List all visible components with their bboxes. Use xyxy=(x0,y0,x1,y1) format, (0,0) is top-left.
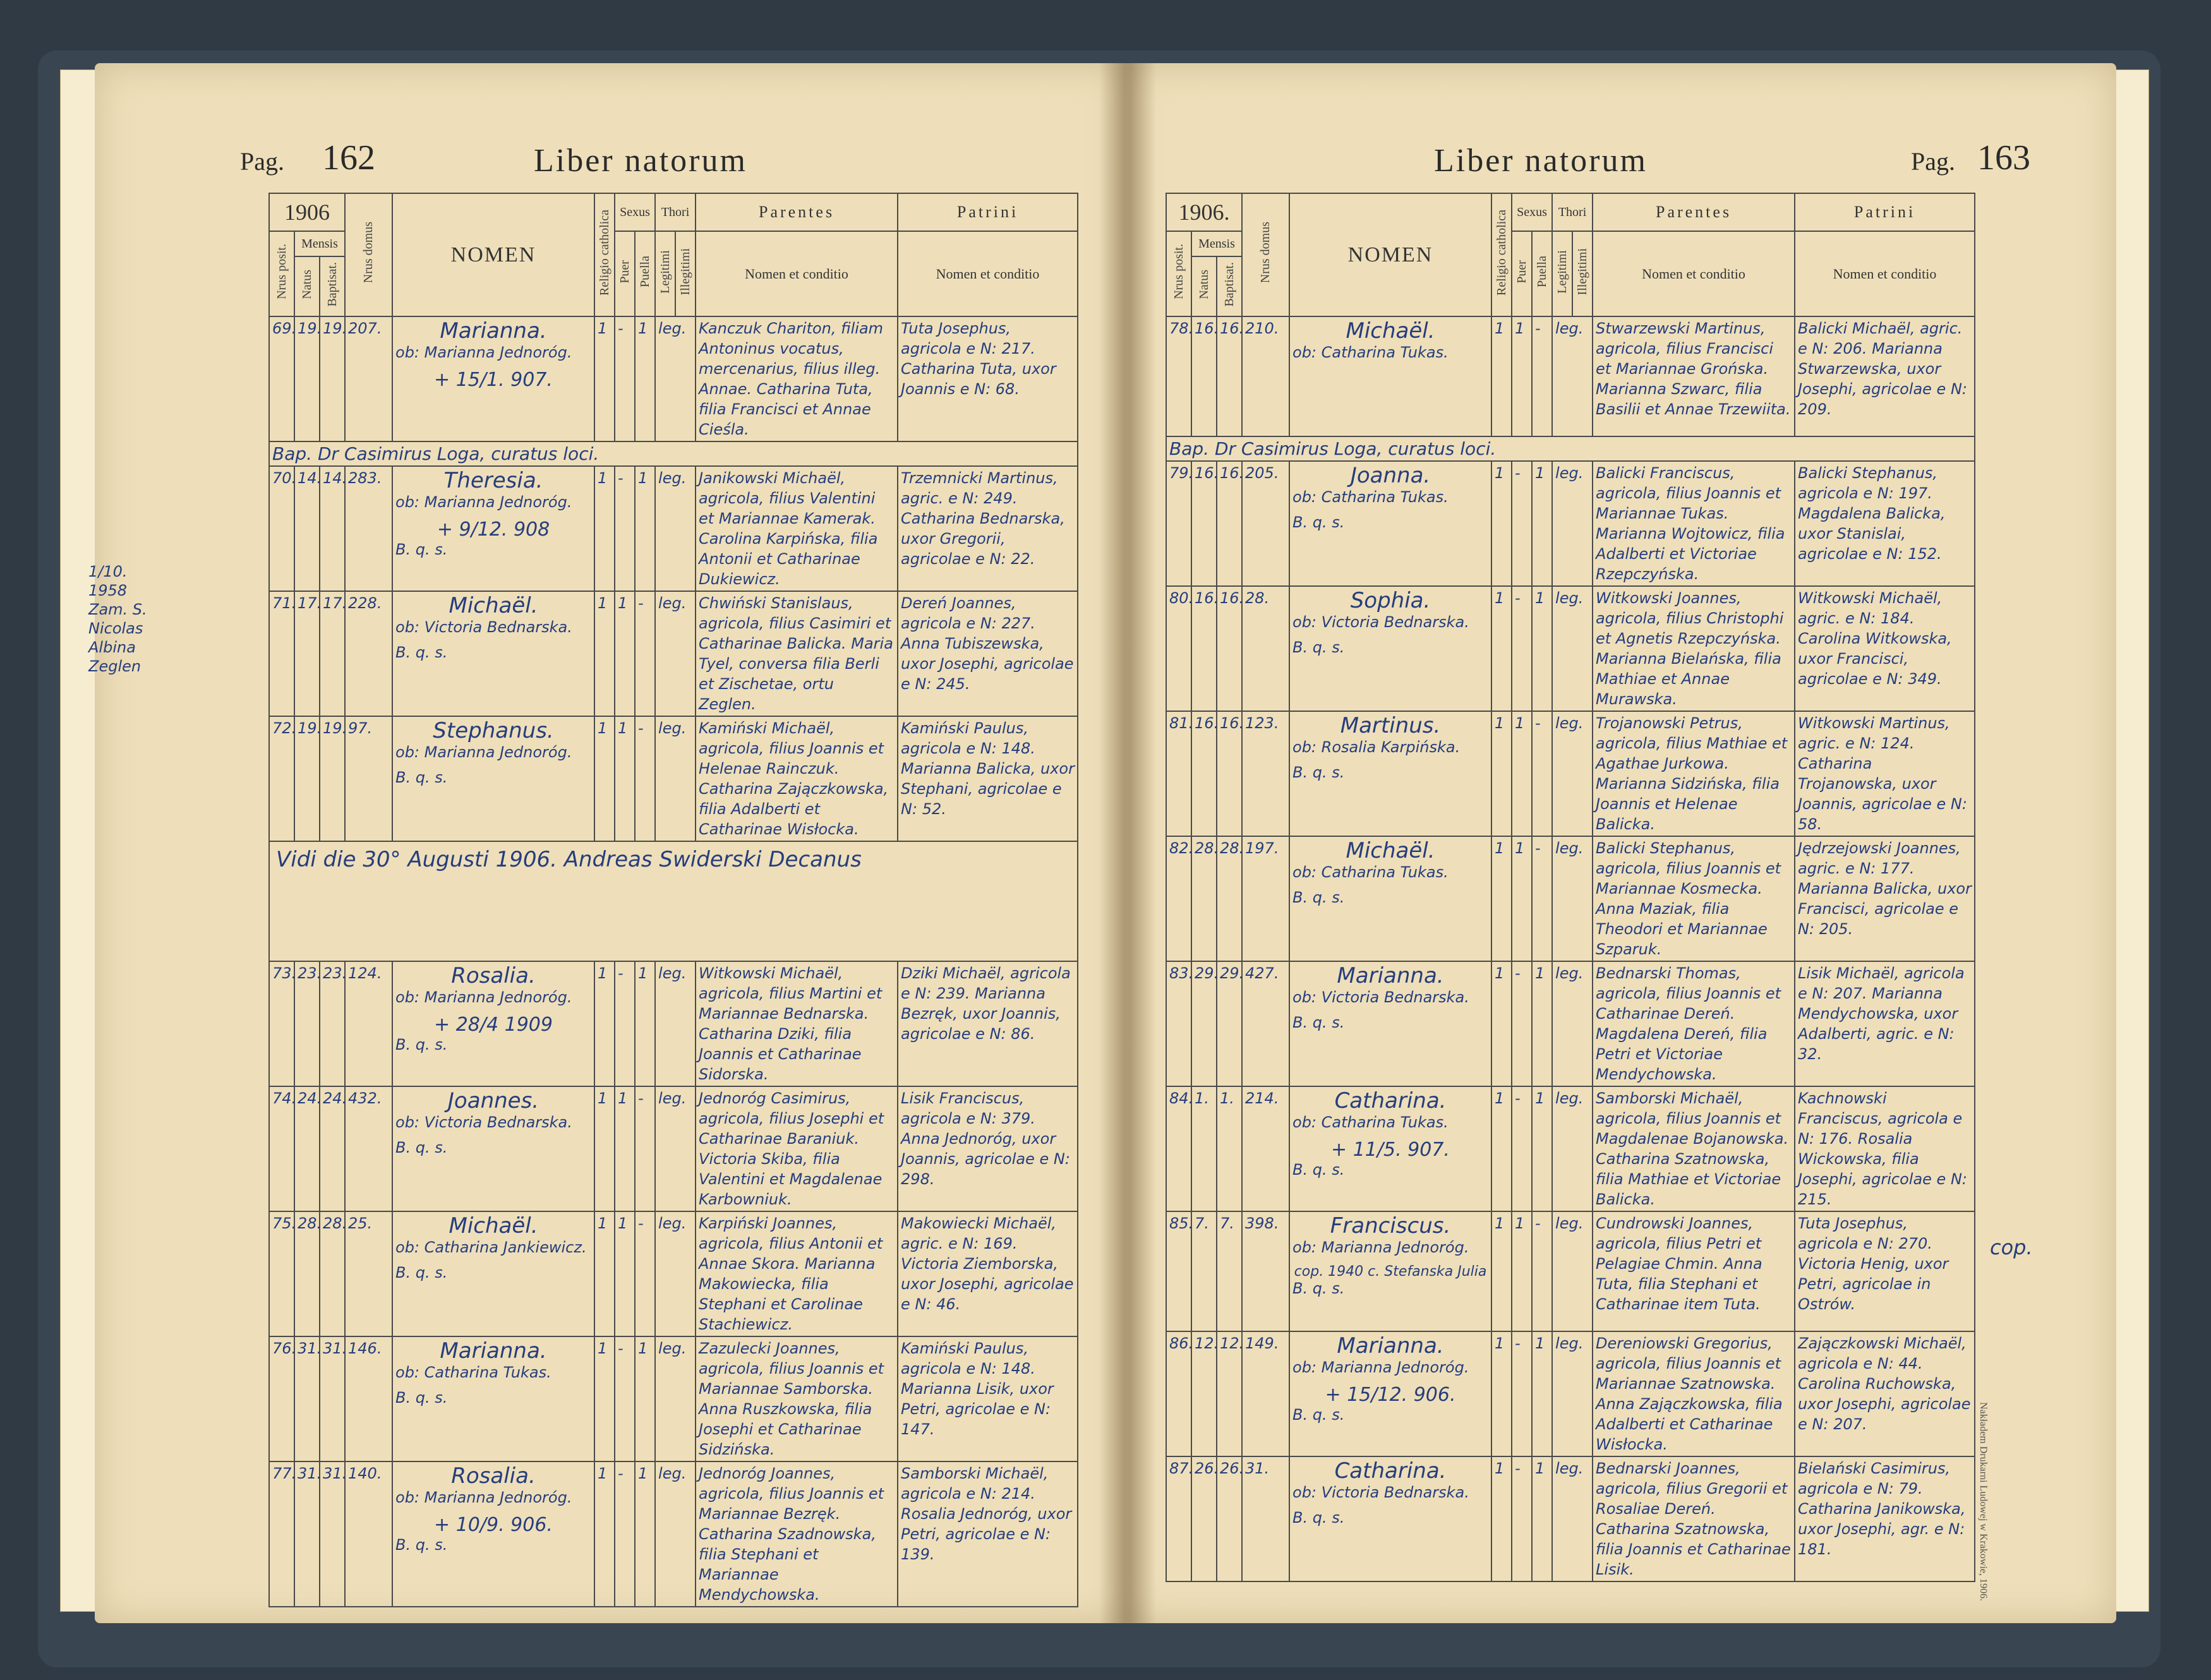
table-row: 86. 12. 12. 149. Marianna. ob: Marianna Jednoróg. + 15/12. 906. B. q. s. 1 - 1 leg. Dereniowski Gregorius, agricola, filius Joannis et Mariannae Szatnowska. Anna Zajączkowska, filia Adalberti et Catharinae Wisłocka. Zajączkowski Michaël, agricola e N: 44. Carolina Ruchowska, uxor Josephi, agricolae e N: 207. xyxy=(1166,1331,1975,1456)
table-row: 83. 29. 29. 427. Marianna. ob: Victoria Bednarska. B. q. s. 1 - 1 leg. Bednarski Thomas, agricola, filius Joannis et Catharinae Dereń. Magdalena Dereń, filia Petri et Victoriae Mendychowska. Lisik Michaël, agricola e N: 207. Marianna Mendychowska, uxor Adalberti, agric. e N: 32. xyxy=(1166,961,1975,1086)
table-row: 81. 16. 16. 123. Martinus. ob: Rosalia Karpińska. B. q. s. 1 1 - leg. Trojanowski Petrus, agricola, filius Mathiae et Agathae Jurkowa. Marianna Sidzińska, filia Joannis et Helenae Balicka. Witkowski Martinus, agric. e N: 124. Catharina Trojanowska, uxor Joannis, agricolae e N: 58. xyxy=(1166,711,1975,836)
page-title: Liber natorum xyxy=(534,143,747,179)
nomen-header: NOMEN xyxy=(392,193,594,316)
margin-note: 1/10. 1958 Zam. S. Nicolas Albina Zeglen xyxy=(88,563,147,675)
table-row: 69. 19. 19. 207. Marianna. ob: Marianna Jednoróg. + 15/1. 907. 1 - 1 leg. Kanczuk Chariton, filiam Antoninus vocatus, mercenarius, filius illeg. Annae. Catharina Tuta, filia Francisci et Annae Cieśla. Tuta Josephus, agricola e N: 217. Catharina Tuta, uxor Joannis e N: 68. xyxy=(269,316,1078,441)
table-row: 73. 23. 23. 124. Rosalia. ob: Marianna Jednoróg. + 28/4 1909 B. q. s. 1 - 1 leg. Witkowski Michaël, agricola, filius Martini et Mariannae Bednarska. Catharina Dziki, filia Joannis et Catharinae Sidorska. Dziki Michaël, agricola e N: 239. Marianna Bezręk, uxor Joannis, agricolae e N: 86. xyxy=(269,961,1078,1086)
page-number: 162 xyxy=(322,138,375,177)
nomen-header: NOMEN xyxy=(1289,193,1491,316)
visitation-row: Vidi die 30° Augusti 1906. Andreas Swiderski Decanus xyxy=(269,841,1078,961)
patrini-header: Patrini xyxy=(898,193,1078,231)
patrini-header: Patrini xyxy=(1795,193,1975,231)
year: 1906 xyxy=(284,200,330,225)
page-edges-left xyxy=(60,69,99,1612)
table-row: 74. 24. 24. 432. Joannes. ob: Victoria Bednarska. B. q. s. 1 1 - leg. Jednoróg Casimirus, agricola, filius Josephi et Catharinae Baraniuk. Victoria Skiba, filia Valentini et Magdalenae Karbowniuk. Lisik Franciscus, agricola e N: 379. Anna Jednoróg, uxor Joannis, agricolae e N: 298. xyxy=(269,1086,1078,1211)
margin-note: cop. xyxy=(1990,1235,2033,1259)
page-title: Liber natorum xyxy=(1434,143,1648,179)
table-row: 78. 16. 16. 210. Michaël. ob: Catharina Tukas. 1 1 - leg. Stwarzewski Martinus, agricola, filius Francisci et Mariannae Grońska. Marianna Szwarc, filia Basilii et Annae Trzewiita. Balicki Michaël, agric. e N: 206. Marianna Stwarzewska, uxor Josephi, agricolae e N: 209. xyxy=(1166,316,1975,436)
year: 1906. xyxy=(1178,200,1230,225)
right-page xyxy=(1124,63,2116,1623)
page-number: 163 xyxy=(1977,138,2030,177)
table-row: 87. 26. 26. 31. Catharina. ob: Victoria Bednarska. B. q. s. 1 - 1 leg. Bednarski Joannes, agricola, filius Gregorii et Rosaliae Dereń. Catharina Szatnowska, filia Joannis et Catharinae Lisik. Bielański Casimirus, agricola e N: 79. Catharina Janikowska, uxor Josephi, agr. e N: 181. xyxy=(1166,1456,1975,1581)
table-row: 84. 1. 1. 214. Catharina. ob: Catharina Tukas. + 11/5. 907. B. q. s. 1 - 1 leg. Samborski Michaël, agricola, filius Joannis et Magdalenae Bojanowska. Catharina Szatnowska, filia Mathiae et Victoriae Balicka. Kachnowski Franciscus, agricola e N: 176. Rosalia Wickowska, filia Josephi, agricolae e N: 215. xyxy=(1166,1086,1975,1211)
table-row: 75. 28. 28. 25. Michaël. ob: Catharina Jankiewicz. B. q. s. 1 1 - leg. Karpiński Joannes, agricola, filius Antonii et Annae Skora. Marianna Makowiecka, filia Stephani et Carolinae Stachiewicz. Makowiecki Michaël, agric. e N: 169. Victoria Ziemborska, uxor Josephi, agricolae e N: 46. xyxy=(269,1211,1078,1336)
table-row: 72. 19. 19. 97. Stephanus. ob: Marianna Jednoróg. B. q. s. 1 1 - leg. Kamiński Michaël, agricola, filius Joannis et Helenae Rainczuk. Catharina Zajączkowska, filia Adalberti et Catharinae Wisłocka. Kamiński Paulus, agricola e N: 148. Marianna Balicka, uxor Stephani, agricolae e N: 52. xyxy=(269,716,1078,841)
register-table-left: 1906 Nrus domus NOMEN Religio catholica Sexus Thori Parentes Patrini Nrus posit. Mensis Puer Puella Legitimi Illegitimi Nomen et conditio Nomen et conditio Natus Baptisat. 69. 19. 19. 207. Marianna. ob: Marianna Jednoróg. + 15/1. 907. 1 - 1 leg. Kanczuk Chariton, filiam Antoninus vocatus, mercenarius, filius illeg. Annae. Catharina Tuta, filia Francisci et Annae Cieśla. Tuta Josephus, agricola e N: 217. Catharina Tuta, uxor Joannis e N: 68. Bap. Dr Casimirus Loga, curatus loci. 70. 14. 14. 283. Theresia. ob: Marianna Jednoróg. + 9/12. 908 B. q. s. 1 - 1 leg. Janikowski Michaël, agricola, filius Valentini et Mariannae Kamerak. Carolina Karpińska, filia Antonii et Catharinae Dukiewicz. Trzemnicki Martinus, agric. e N: 249. Catharina Bednarska, uxor Gregorii, agricolae e N: 22. 71. 17. 17. 228. Michaël. ob: Victoria Bednarska. B. q. s. 1 1 - leg. Chwiński Stanislaus, agricola, filius Casimiri et Catharinae Balicka. Maria Tyel, conversa filia Berli et Zischetae, ortu Zeglen. Dereń Joannes, agricola e N: 227. Anna Tubiszewska, uxor Josephi, agricolae e N: 245. 72. 19. 19. 97. Stephanus. ob: Marianna Jednoróg. B. q. s. 1 1 - leg. Kamiński Michaël, agricola, filius Joannis et Helenae Rainczuk. Catharina Zajączkowska, filia Adalberti et Catharinae Wisłocka. Kamiński Paulus, agricola e N: 148. Marianna Balicka, uxor Stephani, agricolae e N: 52. Vidi die 30° Augusti 1906. Andreas Swiderski Decanus 73. 23. 23. 124. Rosalia. ob: Marianna Jednoróg. + 28/4 1909 B. q. s. 1 - 1 leg. Witkowski Michaël, agricola, filius Martini et Mariannae Bednarska. Catharina Dziki, filia Joannis et Catharinae Sidorska. Dziki Michaël, agricola e N: 239. Marianna Bezręk, uxor Joannis, agricolae e N: 86. 74. 24. 24. 432. Joannes. ob: Victoria Bednarska. B. q. s. 1 1 - leg. Jednoróg Casimirus, agricola, filius Josephi et Catharinae Baraniuk. Victoria Skiba, filia Valentini et Magdalenae Karbowniuk. Lisik Franciscus, agricola e N: 379. Anna Jednoróg, uxor Joannis, agricolae e N: 298. 75. 28. 28. 25. Michaël. ob: Catharina Jankiewicz. B. q. s. 1 1 - leg. Karpiński Joannes, agricola, filius Antonii et Annae Skora. Marianna Makowiecka, filia Stephani et Carolinae Stachiewicz. Makowiecki Michaël, agric. e N: 169. Victoria Ziemborska, uxor Josephi, agricolae e N: 46. 76. 31. 31. 146. Marianna. ob: Catharina Tukas. B. q. s. 1 - 1 leg. Zazulecki Joannes, agricola, filius Joannis et Mariannae Samborska. Anna Ruszkowska, filia Josephi et Catharinae Sidzińska. Kamiński Paulus, agricola e N: 148. Marianna Lisik, uxor Petri, agricolae e N: 147. 77. 31. 31. 140. Rosalia. ob: Marianna Jednoróg. + 10/9. 906. B. q. s. 1 - 1 leg. Jednoróg Joannes, agricola, filius Joannis et Mariannae Bezręk. Catharina Szadnowska, filia Stephani et Mariannae Mendychowska. Samborski Michaël, agricola e N: 214. Rosalia Jednoróg, uxor Petri, agricolae e N: 139. xyxy=(268,193,1078,1607)
book-gutter xyxy=(1099,63,1156,1623)
table-row: 77. 31. 31. 140. Rosalia. ob: Marianna Jednoróg. + 10/9. 906. B. q. s. 1 - 1 leg. Jednoróg Joannes, agricola, filius Joannis et Mariannae Bezręk. Catharina Szadnowska, filia Stephani et Mariannae Mendychowska. Samborski Michaël, agricola e N: 214. Rosalia Jednoróg, uxor Petri, agricolae e N: 139. xyxy=(269,1461,1078,1607)
table-row: 79. 16. 16. 205. Joanna. ob: Catharina Tukas. B. q. s. 1 - 1 leg. Balicki Franciscus, agricola, filius Joannis et Mariannae Tukas. Marianna Wojtowicz, filia Adalberti et Victoriae Rzepczyńska. Balicki Stephanus, agricola e N: 197. Magdalena Balicka, uxor Stanislai, agricolae e N: 152. xyxy=(1166,461,1975,586)
table-row: 76. 31. 31. 146. Marianna. ob: Catharina Tukas. B. q. s. 1 - 1 leg. Zazulecki Joannes, agricola, filius Joannis et Mariannae Samborska. Anna Ruszkowska, filia Josephi et Catharinae Sidzińska. Kamiński Paulus, agricola e N: 148. Marianna Lisik, uxor Petri, agricolae e N: 147. xyxy=(269,1336,1078,1461)
table-row: 70. 14. 14. 283. Theresia. ob: Marianna Jednoróg. + 9/12. 908 B. q. s. 1 - 1 leg. Janikowski Michaël, agricola, filius Valentini et Mariannae Kamerak. Carolina Karpińska, filia Antonii et Catharinae Dukiewicz. Trzemnicki Martinus, agric. e N: 249. Catharina Bednarska, uxor Gregorii, agricolae e N: 22. xyxy=(269,466,1078,591)
table-row: 85. 7. 7. 398. Franciscus. ob: Marianna Jednoróg. cop. 1940 c. Stefanska Julia B. q. s. 1 1 - leg. Cundrowski Joannes, agricola, filius Petri et Pelagiae Chmin. Anna Tuta, filia Stephani et Catharinae item Tuta. Tuta Josephus, agricola e N: 270. Victoria Henig, uxor Petri, agricolae in Ostrów. xyxy=(1166,1211,1975,1331)
page-label: Pag. xyxy=(1911,147,1955,176)
parentes-header: Parentes xyxy=(1593,193,1795,231)
page-label: Pag. xyxy=(240,147,284,176)
printer-note: Nakładem Drukarni Ludowej w Krakowie, 1906. xyxy=(1978,1402,1989,1602)
page-edges-right xyxy=(2113,69,2149,1612)
table-row: 80. 16. 16. 28. Sophia. ob: Victoria Bednarska. B. q. s. 1 - 1 leg. Witkowski Joannes, agricola, filius Christophi et Agnetis Rzepczyńska. Marianna Bielańska, filia Mathiae et Annae Murawska. Witkowski Michaël, agric. e N: 184. Carolina Witkowska, uxor Francisci, agricolae e N: 349. xyxy=(1166,586,1975,711)
table-row: 71. 17. 17. 228. Michaël. ob: Victoria Bednarska. B. q. s. 1 1 - leg. Chwiński Stanislaus, agricola, filius Casimiri et Catharinae Balicka. Maria Tyel, conversa filia Berli et Zischetae, ortu Zeglen. Dereń Joannes, agricola e N: 227. Anna Tubiszewska, uxor Josephi, agricolae e N: 245. xyxy=(269,591,1078,716)
parentes-header: Parentes xyxy=(696,193,898,231)
table-row: 82. 28. 28. 197. Michaël. ob: Catharina Tukas. B. q. s. 1 1 - leg. Balicki Stephanus, agricola, filius Joannis et Mariannae Kosmecka. Anna Maziak, filia Theodori et Mariannae Szparuk. Jędrzejowski Joannes, agric. e N: 177. Marianna Balicka, uxor Francisci, agricolae e N: 205. xyxy=(1166,836,1975,961)
left-page xyxy=(88,63,1124,1623)
register-table-right: 1906. Nrus domus NOMEN Religio catholica Sexus Thori Parentes Patrini Nrus posit. Mensis Puer Puella Legitimi Illegitimi Nomen et conditio Nomen et conditio Natus Baptisat. 78. 16. 16. 210. Michaël. ob: Catharina Tukas. 1 1 - leg. Stwarzewski Martinus, agricola, filius Francisci et Mariannae Grońska. Marianna Szwarc, filia Basilii et Annae Trzewiita. Balicki Michaël, agric. e N: 206. Marianna Stwarzewska, uxor Josephi, agricolae e N: 209. Bap. Dr Casimirus Loga, curatus loci. 79. 16. 16. 205. Joanna. ob: Catharina Tukas. B. q. s. 1 - 1 leg. Balicki Franciscus, agricola, filius Joannis et Mariannae Tukas. Marianna Wojtowicz, filia Adalberti et Victoriae Rzepczyńska. Balicki Stephanus, agricola e N: 197. Magdalena Balicka, uxor Stanislai, agricolae e N: 152. 80. 16. 16. 28. Sophia. ob: Victoria Bednarska. B. q. s. 1 - 1 leg. Witkowski Joannes, agricola, filius Christophi et Agnetis Rzepczyńska. Marianna Bielańska, filia Mathiae et Annae Murawska. Witkowski Michaël, agric. e N: 184. Carolina Witkowska, uxor Francisci, agricolae e N: 349. 81. 16. 16. 123. Martinus. ob: Rosalia Karpińska. B. q. s. 1 1 - leg. Trojanowski Petrus, agricola, filius Mathiae et Agathae Jurkowa. Marianna Sidzińska, filia Joannis et Helenae Balicka. Witkowski Martinus, agric. e N: 124. Catharina Trojanowska, uxor Joannis, agricolae e N: 58. 82. 28. 28. 197. Michaël. ob: Catharina Tukas. B. q. s. 1 1 - leg. Balicki Stephanus, agricola, filius Joannis et Mariannae Kosmecka. Anna Maziak, filia Theodori et Mariannae Szparuk. Jędrzejowski Joannes, agric. e N: 177. Marianna Balicka, uxor Francisci, agricolae e N: 205. 83. 29. 29. 427. Marianna. ob: Victoria Bednarska. B. q. s. 1 - 1 leg. Bednarski Thomas, agricola, filius Joannis et Catharinae Dereń. Magdalena Dereń, filia Petri et Victoriae Mendychowska. Lisik Michaël, agricola e N: 207. Marianna Mendychowska, uxor Adalberti, agric. e N: 32. 84. 1. 1. 214. Catharina. ob: Catharina Tukas. + 11/5. 907. B. q. s. 1 - 1 leg. Samborski Michaël, agricola, filius Joannis et Magdalenae Bojanowska. Catharina Szatnowska, filia Mathiae et Victoriae Balicka. Kachnowski Franciscus, agricola e N: 176. Rosalia Wickowska, filia Josephi, agricolae e N: 215. 85. 7. 7. 398. Franciscus. ob: Marianna Jednoróg. cop. 1940 c. Stefanska Julia B. q. s. 1 1 - leg. Cundrowski Joannes, agricola, filius Petri et Pelagiae Chmin. Anna Tuta, filia Stephani et Catharinae item Tuta. Tuta Josephus, agricola e N: 270. Victoria Henig, uxor Petri, agricolae in Ostrów. 86. 12. 12. 149. Marianna. ob: Marianna Jednoróg. + 15/12. 906. B. q. s. 1 - 1 leg. Dereniowski Gregorius, agricola, filius Joannis et Mariannae Szatnowska. Anna Zajączkowska, filia Adalberti et Catharinae Wisłocka. Zajączkowski Michaël, agricola e N: 44. Carolina Ruchowska, uxor Josephi, agricolae e N: 207. 87. 26. 26. 31. Catharina. ob: Victoria Bednarska. B. q. s. 1 - 1 leg. Bednarski Joannes, agricola, filius Gregorii et Rosaliae Dereń. Catharina Szatnowska, filia Joannis et Catharinae Lisik. Bielański Casimirus, agricola e N: 79. Catharina Janikowska, uxor Josephi, agr. e N: 181. xyxy=(1166,193,1975,1582)
